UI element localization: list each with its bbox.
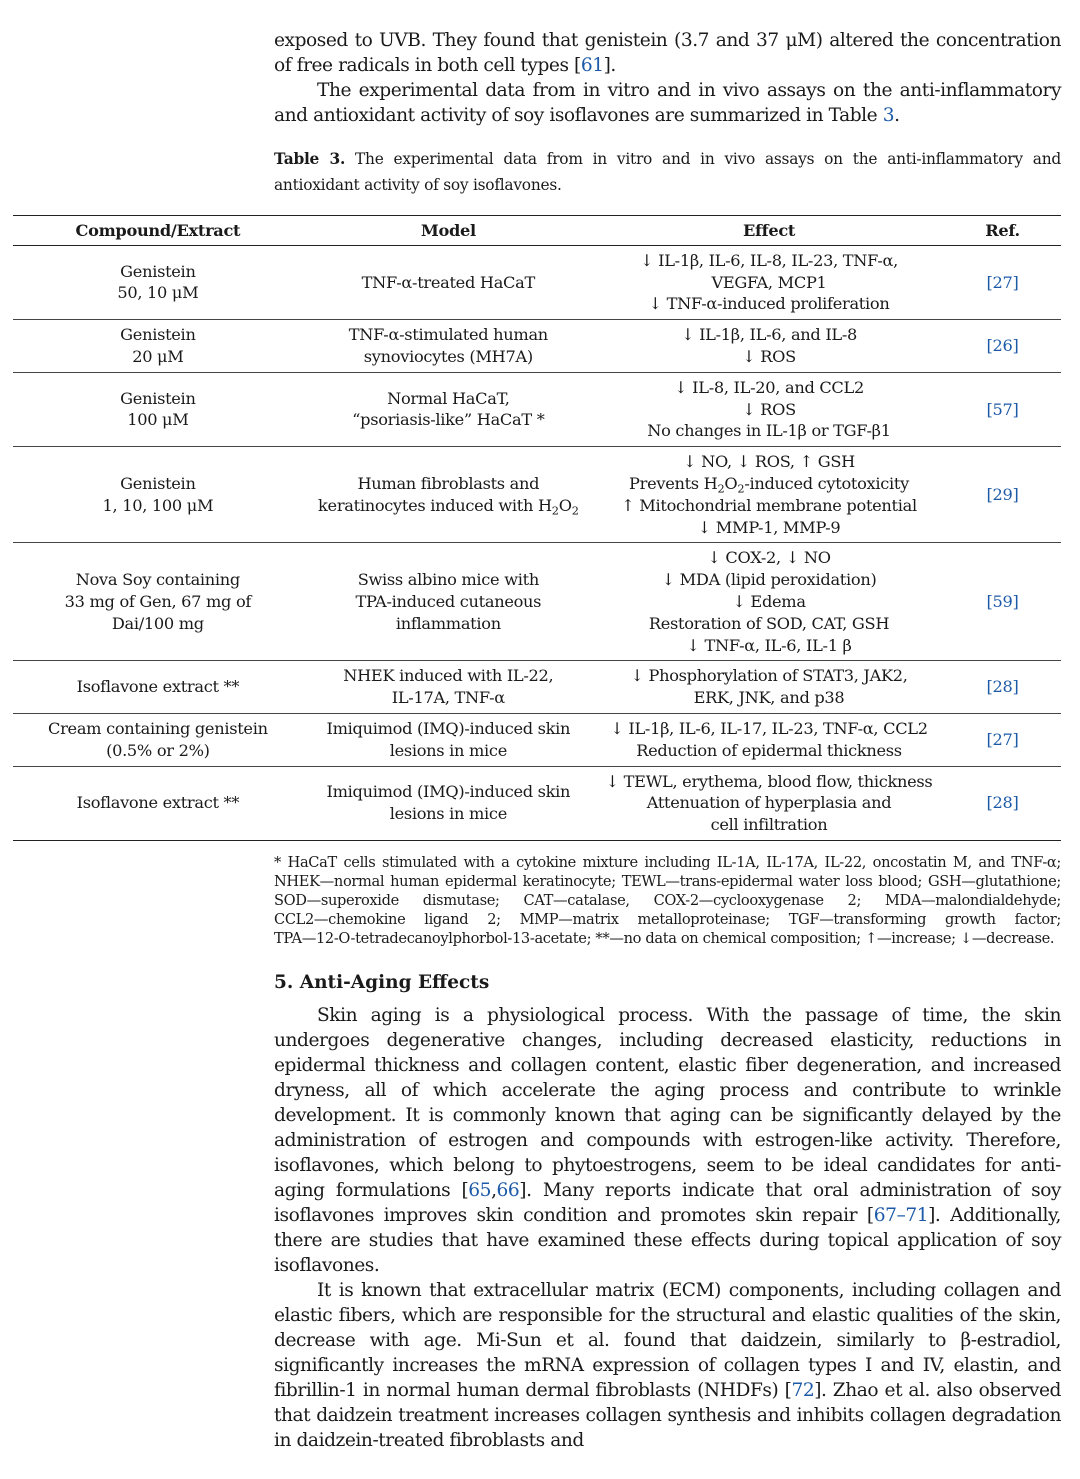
- citation-link[interactable]: [29]: [986, 484, 1019, 504]
- effect-line: ↓ IL-1β, IL-6, and IL-8: [680, 325, 858, 345]
- paragraph-text: It is known that extracellular matrix (ECM) components, including collagen and elastic fibers, which are responsible for the structural and elastic qualities of the skin, decrease with age. Mi-Sun et al. found that daidzein, similarly to β-estradiol, significantly increases the mRNA expression of collagen types I and IV, elastin, and fibrillin-1 in normal human dermal fibroblasts (NHDFs) [: [274, 1280, 1061, 1401]
- paragraph-text: The experimental data from in vitro and in vivo assays on the anti-inflammatory and antioxidant activity of soy isoflavones are summarized in Table: [274, 80, 1061, 126]
- model-line: IL-17A, TNF-α: [391, 688, 505, 708]
- model-line: Imiquimod (IMQ)-induced skin: [326, 782, 571, 802]
- cell-model: [303, 320, 594, 373]
- effect-line: Attenuation of hyperplasia and: [646, 793, 892, 813]
- table-row: [13, 447, 1061, 543]
- effect-line: ↓ MMP-1, MMP-9: [697, 517, 841, 537]
- table-footnote: [274, 853, 1061, 948]
- header-effect: Effect: [594, 216, 944, 246]
- citation-link[interactable]: 65: [468, 1180, 492, 1201]
- compound-line: Isoflavone extract **: [76, 793, 240, 813]
- cell-ref: [944, 713, 1061, 766]
- section-paragraph-2: [274, 1278, 1061, 1453]
- compound-line: 100 μM: [127, 410, 189, 430]
- header-model: Model: [303, 216, 594, 246]
- model-line: Normal HaCaT,: [387, 388, 510, 408]
- model-line: inflammation: [395, 613, 501, 633]
- cell-ref: [944, 372, 1061, 446]
- effect-line: ↓ COX-2, ↓ NO: [707, 548, 831, 568]
- paragraph-text: ,: [491, 1180, 497, 1201]
- citation-link[interactable]: [59]: [986, 591, 1019, 611]
- cell-model: [303, 766, 594, 840]
- paragraph-text: ]. Zhao et al. also observed that daidzein treatment increases collagen synthesis and inhibits collagen degradation in daidzein-treated fibroblasts and: [274, 1380, 1061, 1451]
- compound-line: Isoflavone extract **: [76, 677, 240, 697]
- citation-link[interactable]: 3: [882, 105, 895, 126]
- effect-line: ↓ MDA (lipid peroxidation): [661, 570, 877, 590]
- header-compound: Compound/Extract: [13, 216, 303, 246]
- compound-line: Genistein: [120, 388, 196, 408]
- effect-line: ↓ NO, ↓ ROS, ↑ GSH: [683, 452, 855, 472]
- section-body: [274, 1003, 1061, 1453]
- cell-compound: [13, 661, 303, 714]
- cell-model: [303, 713, 594, 766]
- paragraph-text: ]. Additionally, there are studies that have examined these effects during topical application of soy isoflavones.: [274, 1205, 1061, 1276]
- cell-model: [303, 543, 594, 661]
- cell-compound: [13, 766, 303, 840]
- effect-line: Restoration of SOD, CAT, GSH: [648, 613, 890, 633]
- table-body: [13, 245, 1061, 840]
- model-line: Human fibroblasts and: [357, 473, 540, 493]
- compound-line: Nova Soy containing: [75, 570, 240, 590]
- effect-line: Reduction of epidermal thickness: [636, 740, 902, 760]
- cell-ref: [944, 543, 1061, 661]
- model-line: lesions in mice: [389, 740, 507, 760]
- model-line: TPA-induced cutaneous: [355, 591, 542, 611]
- model-line: keratinocytes induced with $H_2O_2$: [318, 495, 579, 518]
- cell-compound: [13, 447, 303, 543]
- effect-line: ↓ IL-1β, IL-6, IL-17, IL-23, TNF-α, CCL2: [610, 718, 928, 738]
- effect-line: Prevents $H_2O_2$-induced cytotoxicity: [629, 473, 909, 496]
- cell-effect: [594, 713, 944, 766]
- cell-ref: [944, 661, 1061, 714]
- table-3: [13, 215, 1061, 841]
- cell-compound: [13, 372, 303, 446]
- model-line: NHEK induced with IL-22,: [343, 666, 554, 686]
- table-row: [13, 713, 1061, 766]
- footnote-line: TPA—12-O-tetradecanoylphorbol-13-acetate; **—no data on chemical composition; ↑—increase; ↓—decrease.: [274, 930, 1055, 947]
- intro-paragraph-1: [274, 28, 1061, 78]
- effect-line: ↓ TNF-α, IL-6, IL-1 β: [686, 635, 852, 655]
- cell-compound: [13, 320, 303, 373]
- paragraph-text: exposed to UVB. They found that genistein (3.7 and 37 μM) altered the concentration of free radicals in both cell types [: [274, 30, 1061, 76]
- compound-line: 20 μM: [132, 346, 184, 366]
- cell-ref: [944, 245, 1061, 319]
- compound-line: Genistein: [120, 473, 196, 493]
- model-line: Swiss albino mice with: [357, 570, 539, 590]
- effect-line: No changes in IL-1β or TGF-β1: [647, 421, 891, 441]
- compound-line: Genistein: [120, 261, 196, 281]
- effect-line: ↓ ROS: [742, 399, 796, 419]
- model-line: synoviocytes (MH7A): [363, 346, 533, 366]
- footnote-line: NHEK—normal human epidermal keratinocyte; TEWL—trans-epidermal water loss blood; GSH—glutathione;: [274, 873, 1061, 890]
- cell-ref: [944, 766, 1061, 840]
- table-row: [13, 320, 1061, 373]
- footnote-line: * HaCaT cells stimulated with a cytokine mixture including IL-1A, IL-17A, IL-22, oncostatin M, and TNF-α;: [274, 854, 1061, 871]
- table-caption-label: Table 3.: [274, 150, 346, 168]
- citation-link[interactable]: [28]: [986, 793, 1019, 813]
- model-line: Imiquimod (IMQ)-induced skin: [326, 718, 571, 738]
- table-row: [13, 766, 1061, 840]
- compound-line: (0.5% or 2%): [106, 740, 210, 760]
- section-heading: 5. Anti-Aging Effects: [274, 972, 490, 993]
- table-row: [13, 372, 1061, 446]
- footnote-line: SOD—superoxide dismutase; CAT—catalase, COX-2—cyclooxygenase 2; MDA—malondialdehyde;: [274, 892, 1061, 909]
- cell-effect: [594, 245, 944, 319]
- citation-link[interactable]: 72: [791, 1380, 815, 1401]
- model-line: “psoriasis-like” HaCaT *: [352, 410, 545, 430]
- effect-line: ↓ TNF-α-induced proliferation: [648, 294, 890, 314]
- intro-block: [274, 28, 1061, 128]
- table-caption: [274, 146, 1061, 198]
- effect-line: ↓ IL-8, IL-20, and CCL2: [674, 377, 864, 397]
- compound-line: 33 mg of Gen, 67 mg of: [64, 591, 252, 611]
- effect-line: ↓ ROS: [742, 346, 796, 366]
- compound-line: Genistein: [120, 325, 196, 345]
- citation-link[interactable]: [28]: [986, 677, 1019, 697]
- model-line: TNF-α-stimulated human: [348, 325, 548, 345]
- cell-effect: [594, 447, 944, 543]
- table-row: [13, 245, 1061, 319]
- intro-paragraph-2: [274, 78, 1061, 128]
- compound-line: Dai/100 mg: [111, 613, 204, 633]
- cell-compound: [13, 245, 303, 319]
- model-line: lesions in mice: [389, 804, 507, 824]
- effect-line: ↓ Phosphorylation of STAT3, JAK2,: [630, 666, 908, 686]
- cell-ref: [944, 320, 1061, 373]
- cell-model: [303, 661, 594, 714]
- citation-link[interactable]: [57]: [986, 399, 1019, 419]
- citation-link[interactable]: [26]: [986, 336, 1019, 356]
- citation-link[interactable]: 67–71: [873, 1205, 929, 1226]
- effect-line: ↓ Edema: [732, 591, 806, 611]
- cell-compound: [13, 543, 303, 661]
- effect-line: ↑ Mitochondrial membrane potential: [621, 495, 917, 515]
- table-header-row: [13, 216, 1061, 246]
- cell-ref: [944, 447, 1061, 543]
- effect-line: ↓ TEWL, erythema, blood flow, thickness: [605, 771, 933, 791]
- header-ref: Ref.: [944, 216, 1061, 246]
- paragraph-text: ].: [603, 55, 616, 76]
- citation-link[interactable]: 61: [580, 55, 604, 76]
- citation-link[interactable]: 66: [496, 1180, 520, 1201]
- cell-effect: [594, 661, 944, 714]
- cell-effect: [594, 543, 944, 661]
- compound-line: 1, 10, 100 μM: [102, 495, 214, 515]
- cell-effect: [594, 372, 944, 446]
- cell-model: [303, 245, 594, 319]
- effect-line: VEGFA, MCP1: [711, 272, 827, 292]
- paragraph-text: ]. Many reports indicate that oral administration of soy isoflavones improves skin condition and promotes skin repair [: [274, 1180, 1061, 1226]
- footnote-line: CCL2—chemokine ligand 2; MMP—matrix metalloproteinase; TGF—transforming growth factor;: [274, 911, 1061, 928]
- effect-line: cell infiltration: [710, 815, 828, 835]
- cell-compound: [13, 713, 303, 766]
- paragraph-text: .: [894, 105, 900, 126]
- table-caption-text: The experimental data from in vitro and in vivo assays on the anti-inflammatory and antioxidant activity of soy isoflavones.: [274, 150, 1061, 194]
- table-row: [13, 543, 1061, 661]
- effect-line: ↓ IL-1β, IL-6, IL-8, IL-23, TNF-α,: [640, 250, 898, 270]
- compound-line: Cream containing genistein: [48, 718, 268, 738]
- cell-model: [303, 447, 594, 543]
- cell-effect: [594, 766, 944, 840]
- compound-line: 50, 10 μM: [117, 283, 199, 303]
- cell-model: [303, 372, 594, 446]
- table-row: [13, 661, 1061, 714]
- section-paragraph-1: [274, 1003, 1061, 1278]
- model-line: TNF-α-treated HaCaT: [361, 272, 535, 292]
- citation-link[interactable]: [27]: [986, 272, 1019, 292]
- cell-effect: [594, 320, 944, 373]
- citation-link[interactable]: [27]: [986, 729, 1019, 749]
- effect-line: ERK, JNK, and p38: [693, 688, 845, 708]
- paragraph-text: Skin aging is a physiological process. With the passage of time, the skin undergoes degenerative changes, including decreased elasticity, reductions in epidermal thickness and collagen content, elastic fiber degeneration, and increased dryness, all of which accelerate the aging process and contribute to wrinkle development. It is commonly known that aging can be significantly delayed by the administration of estrogen and compounds with estrogen-like activity. Therefore, isoflavones, which belong to phytoestrogens, seem to be ideal candidates for anti-aging formulations [: [274, 1005, 1061, 1201]
